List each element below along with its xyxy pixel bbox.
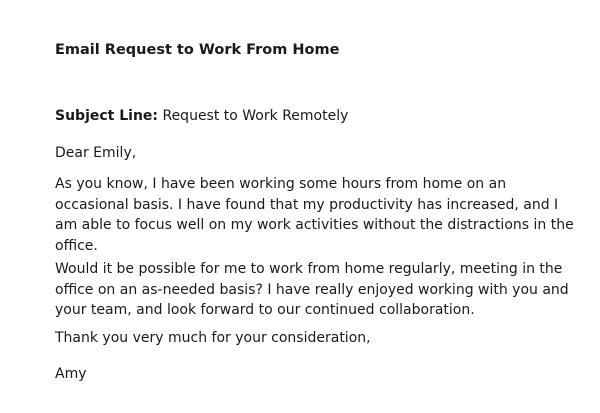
closing-line: Thank you very much for your consideration, [55, 330, 371, 346]
paragraph-line: occasional basis. I have found that my productivity has increased, and I [55, 196, 559, 213]
document-title: Email Request to Work From Home [55, 42, 340, 58]
subject-text: Request to Work Remotely [158, 108, 349, 124]
paragraph-line: office. [55, 237, 98, 254]
paragraph-line: office on an as-needed basis? I have really enjoyed working with you and [55, 281, 569, 298]
body-paragraph-1 [55, 174, 575, 256]
paragraph-line: your team, and look forward to our continued collaboration. [55, 302, 475, 318]
subject-line [55, 108, 348, 124]
subject-label: Subject Line: [55, 108, 159, 124]
paragraph-line: am able to focus well on my work activities without the distractions in the [55, 217, 574, 233]
body-paragraph-2 [55, 259, 575, 321]
signature: Amy [55, 366, 87, 382]
paragraph-line: As you know, I have been working some hours from home on an [55, 176, 507, 192]
greeting: Dear Emily, [55, 145, 137, 161]
paragraph-line: Would it be possible for me to work from home regularly, meeting in the [55, 261, 563, 277]
